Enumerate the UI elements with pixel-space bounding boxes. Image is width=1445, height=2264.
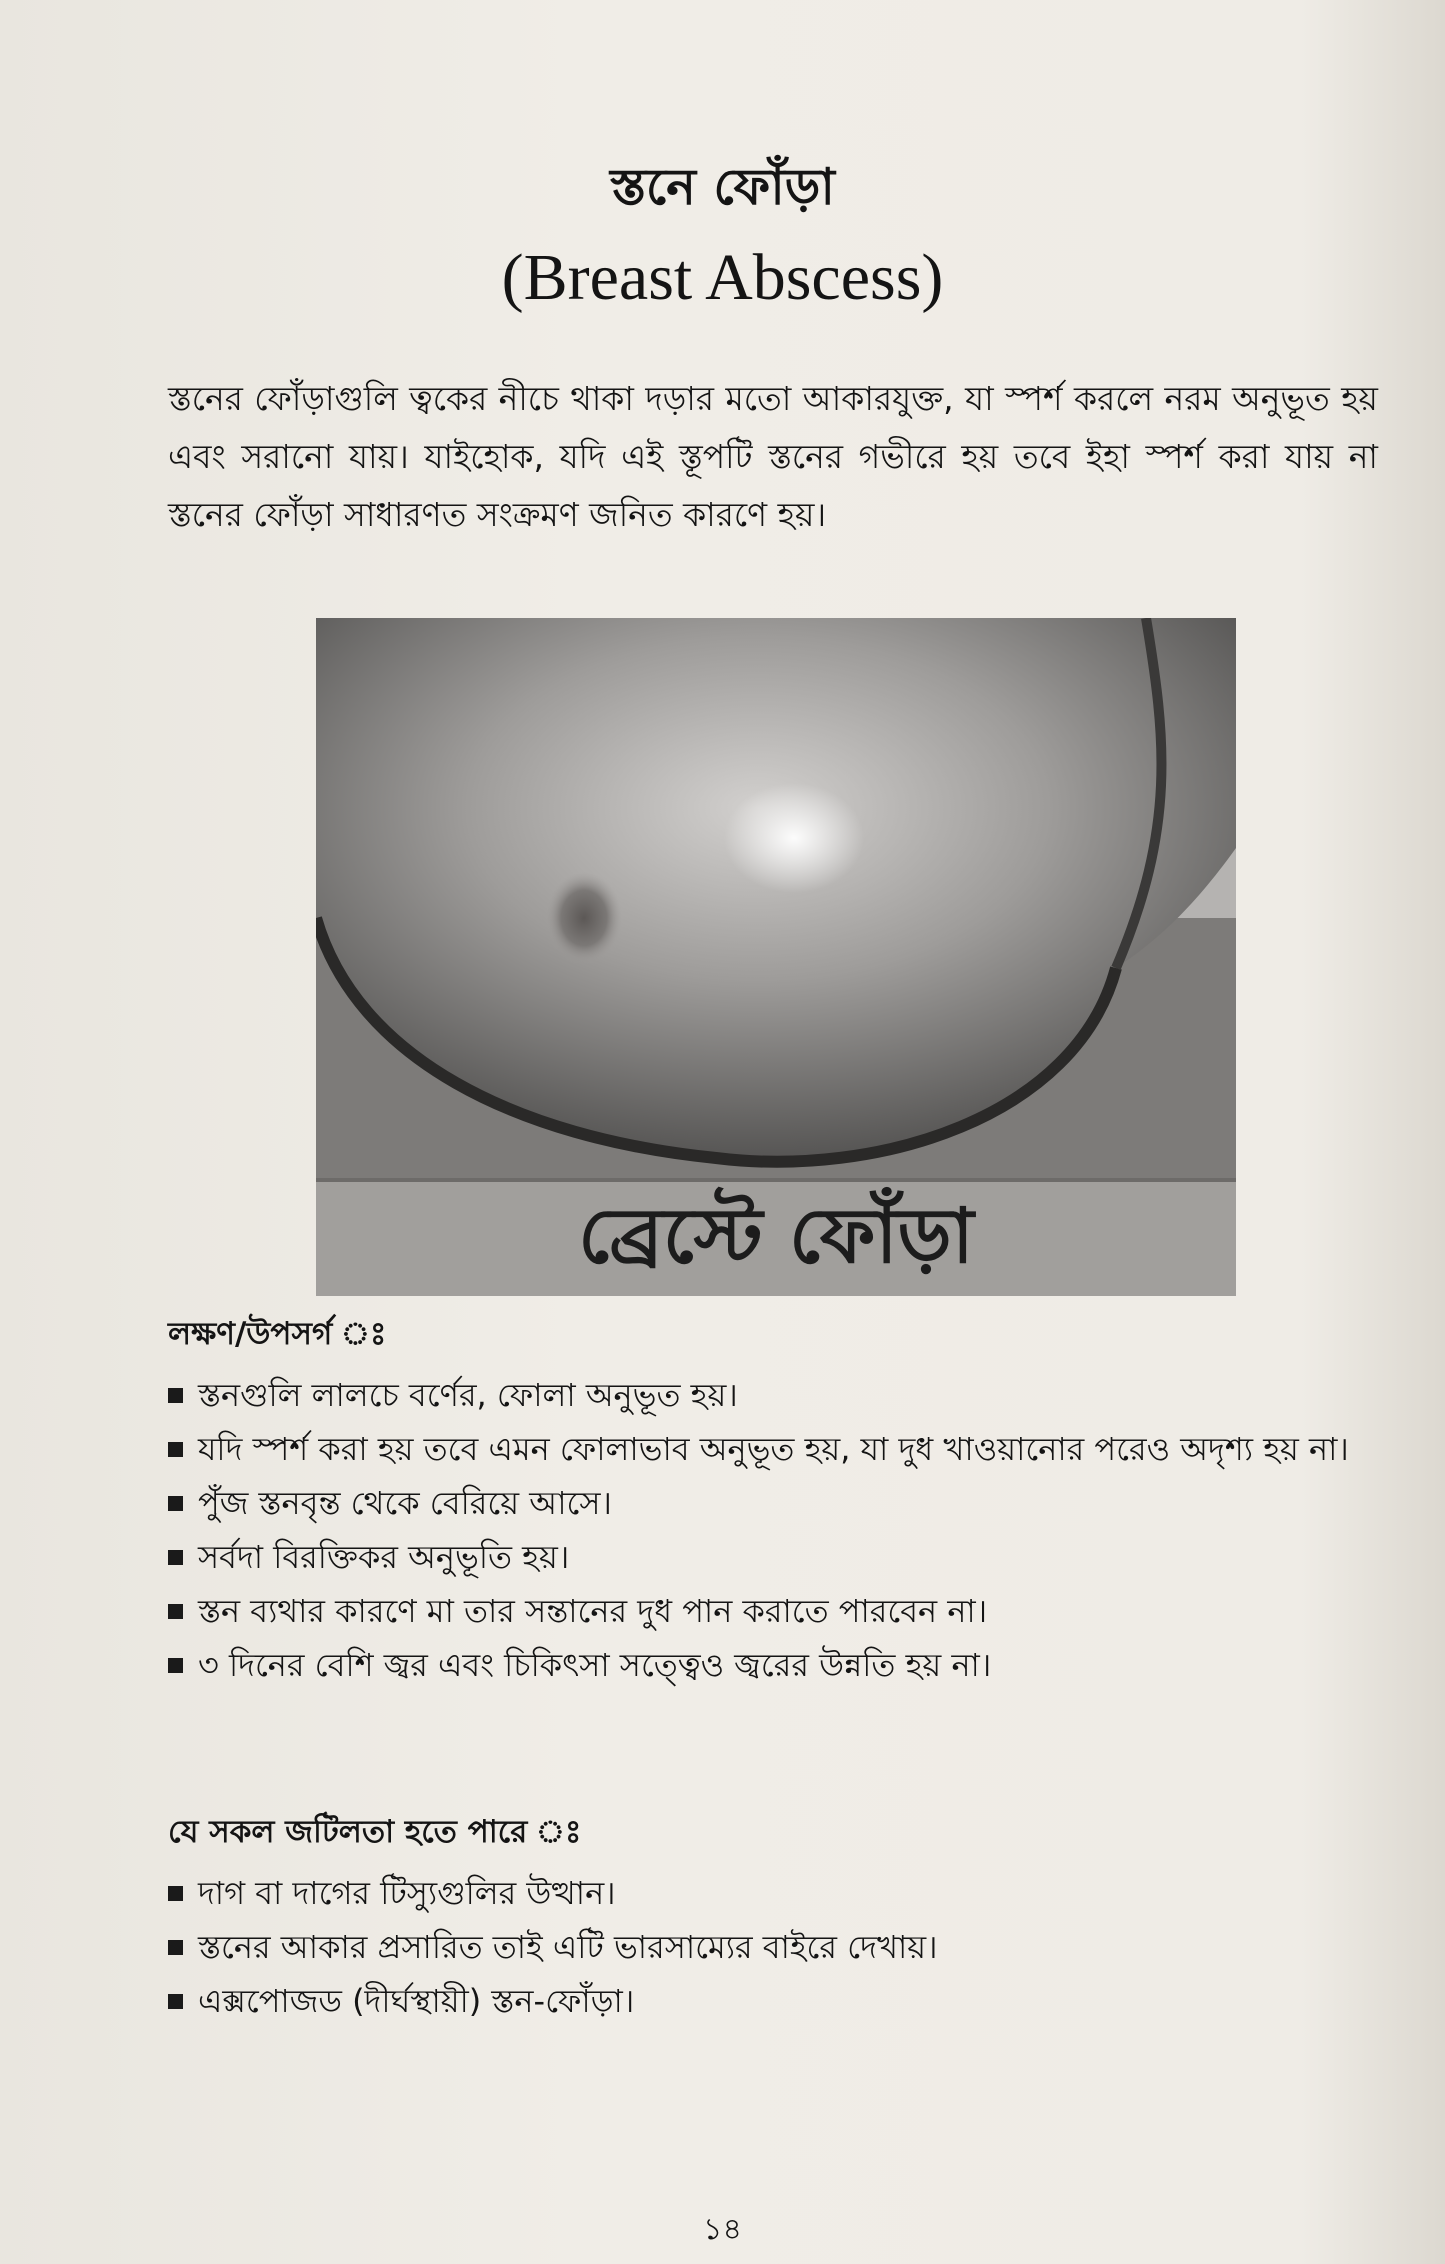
list-item [168, 1866, 1378, 1920]
intro-paragraph: স্তনের ফোঁড়াগুলি ত্বকের নীচে থাকা দড়ার মতো আকারযুক্ত, যা স্পর্শ করলে নরম অনুভূত হয় এবং সরানো যায়। যাইহোক, যদি এই স্তূপটি স্তনের গভীরে হয় তবে ইহা স্পর্শ করা যায় না স্তনের ফোঁড়া সাধারণত সংক্রমণ জনিত কারণে হয়। [168, 379, 1378, 534]
list-item-text: স্তন ব্যথার কারণে মা তার সন্তানের দুধ পান করাতে পারবেন না। [198, 1592, 988, 1630]
complications-heading: যে সকল জটিলতা হতে পারে ঃ [168, 1814, 582, 1850]
square-bullet-icon [168, 1940, 183, 1955]
square-bullet-icon [168, 1886, 183, 1901]
list-item-text: যদি স্পর্শ করা হয় তবে এমন ফোলাভাব অনুভূত হয়, যা দুধ খাওয়ানোর পরেও অদৃশ্য হয় না। [198, 1430, 1349, 1468]
list-item [168, 1368, 1378, 1422]
symptoms-heading: লক্ষণ/উপসর্গ ঃ [168, 1316, 387, 1352]
page-number: ১৪ [703, 2212, 742, 2247]
list-item-text: স্তনের আকার প্রসারিত তাই এটি ভারসাম্যের বাইরে দেখায়। [198, 1928, 938, 1966]
photo-caption: ব্রেস্টে ফোঁড়া [578, 1191, 974, 1280]
list-item [168, 1974, 1378, 2028]
list-item-text: ৩ দিনের বেশি জ্বর এবং চিকিৎসা সত্ত্বেও জ্বরের উন্নতি হয় না। [198, 1646, 992, 1684]
list-item [168, 1530, 1378, 1584]
square-bullet-icon [168, 1550, 183, 1565]
list-item [168, 1584, 1378, 1638]
breast-abscess-photo [316, 618, 1236, 1296]
list-item-text: সর্বদা বিরক্তিকর অনুভূতি হয়। [198, 1538, 570, 1576]
list-item [168, 1422, 1378, 1476]
list-item-text: এক্সপোজড (দীর্ঘস্থায়ী) স্তন-ফোঁড়া। [198, 1982, 635, 2020]
list-item-text: স্তনগুলি লালচে বর্ণের, ফোলা অনুভূত হয়। [198, 1376, 738, 1414]
list-item-text: পুঁজ স্তনবৃন্ত থেকে বেরিয়ে আসে। [198, 1484, 612, 1522]
list-item [168, 1920, 1378, 1974]
symptoms-list [168, 1368, 1378, 1692]
square-bullet-icon [168, 1994, 183, 2009]
square-bullet-icon [168, 1442, 183, 1457]
square-bullet-icon [168, 1658, 183, 1673]
square-bullet-icon [168, 1604, 183, 1619]
complications-list [168, 1866, 1378, 2028]
list-item-text: দাগ বা দাগের টিস্যুগুলির উত্থান। [198, 1874, 616, 1912]
list-item [168, 1638, 1378, 1692]
page-title-bengali: স্তনে ফোঁড়া [610, 158, 835, 216]
square-bullet-icon [168, 1496, 183, 1511]
list-item [168, 1476, 1378, 1530]
page-title-english: (Breast Abscess) [501, 241, 944, 314]
square-bullet-icon [168, 1388, 183, 1403]
